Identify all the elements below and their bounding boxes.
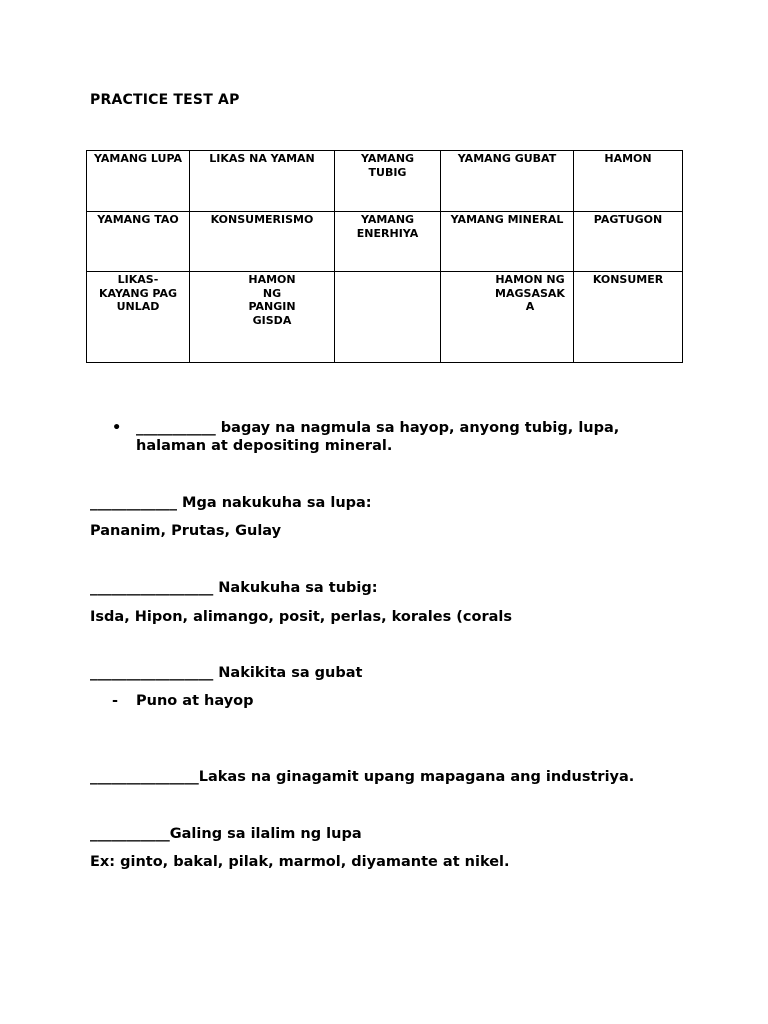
question-6-examples: Ex: ginto, bakal, pilak, marmol, diyamante at nikel.: [90, 854, 510, 870]
table-cell: YAMANG TUBIG: [335, 151, 441, 212]
table-cell: YAMANG ENERHIYA: [335, 212, 441, 272]
question-4-example-text: Puno at hayop: [136, 693, 254, 709]
table-cell: PAGTUGON: [574, 212, 683, 272]
question-1-text: ___________ bagay na nagmula sa hayop, anyong tubig, lupa, halaman at depositing mineral.: [136, 420, 620, 454]
table-row: [87, 151, 683, 212]
table-cell: [335, 272, 441, 363]
table-cell: YAMANG TAO: [87, 212, 190, 272]
question-2-examples: Pananim, Prutas, Gulay: [90, 523, 282, 539]
question-2: ____________ Mga nakukuha sa lupa:: [90, 495, 372, 511]
table-cell: KONSUMERISMO: [190, 212, 335, 272]
dash-icon: -: [112, 693, 119, 709]
word-bank-table: [86, 150, 683, 363]
table-cell: KONSUMER: [574, 272, 683, 363]
question-3: _________________ Nakukuha sa tubig:: [90, 580, 378, 596]
table-cell: HAMON NG PANGINGISDA: [190, 272, 335, 363]
table-cell: LIKAS-KAYANG PAG UNLAD: [87, 272, 190, 363]
table-cell: YAMANG GUBAT: [441, 151, 574, 212]
question-4-example: [112, 692, 254, 710]
bullet-icon: •: [112, 420, 122, 436]
table-row: [87, 212, 683, 272]
table-cell: YAMANG LUPA: [87, 151, 190, 212]
page-title: PRACTICE TEST AP: [90, 92, 240, 108]
question-1: [112, 419, 672, 455]
question-5: _______________Lakas na ginagamit upang mapagana ang industriya.: [90, 769, 635, 785]
table-cell: YAMANG MINERAL: [441, 212, 574, 272]
question-6: ___________Galing sa ilalim ng lupa: [90, 826, 362, 842]
table-cell: HAMON: [574, 151, 683, 212]
table-row: [87, 272, 683, 363]
question-3-examples: Isda, Hipon, alimango, posit, perlas, korales (corals: [90, 609, 513, 625]
table-cell: HAMON NG MAGSASAKA: [441, 272, 574, 363]
table-cell: LIKAS NA YAMAN: [190, 151, 335, 212]
question-4: _________________ Nakikita sa gubat: [90, 665, 363, 681]
